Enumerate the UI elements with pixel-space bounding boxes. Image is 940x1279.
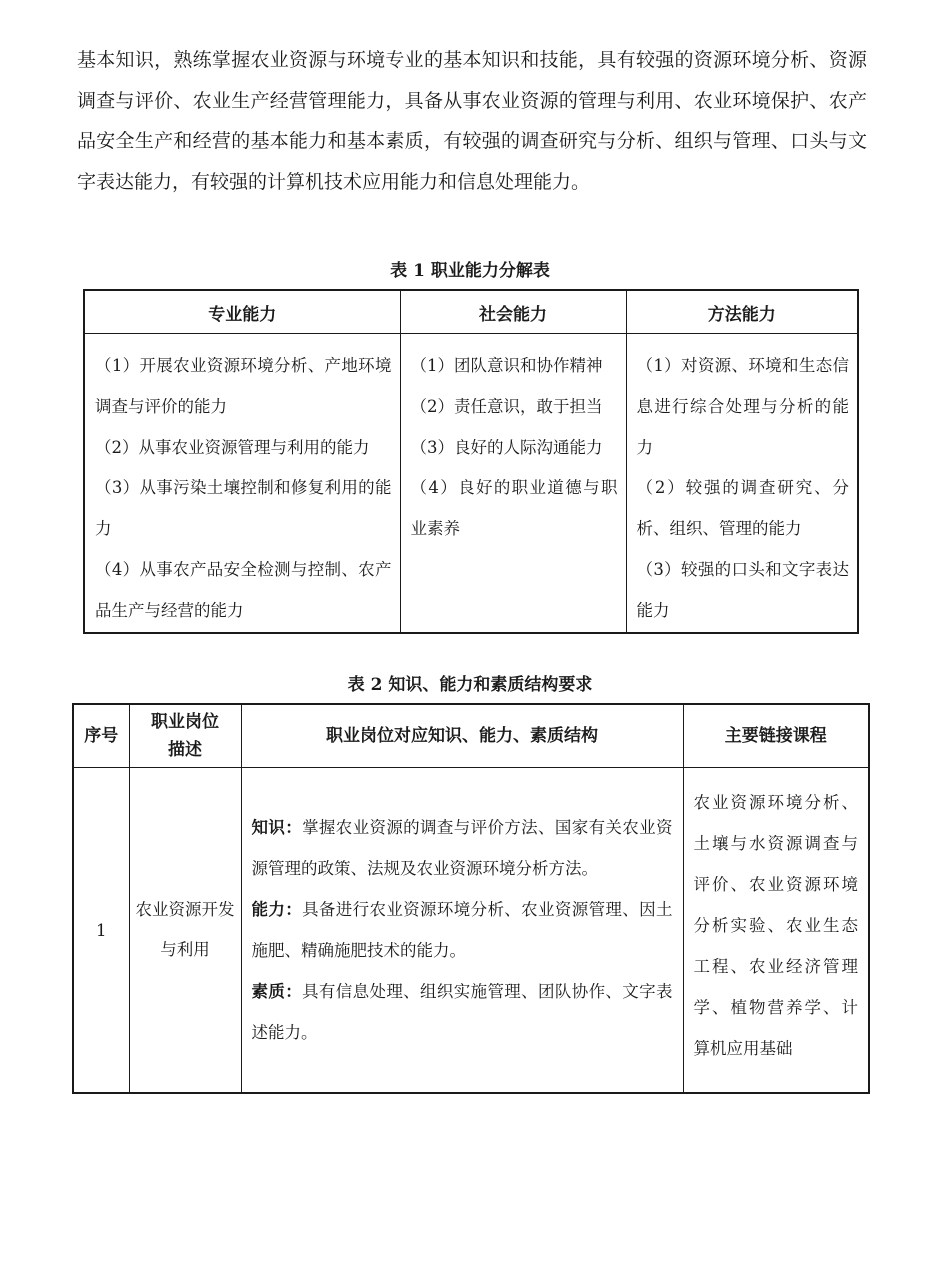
post-cell: 农业资源开发与利用 (129, 768, 241, 1094)
header-post-line1: 职业岗位 (151, 712, 219, 732)
header-post-line2: 描述 (168, 740, 202, 760)
table1-caption: 表 1 职业能力分解表 (390, 261, 550, 281)
knowledge-text: 掌握农业资源的调查与评价方法、国家有关农业资源管理的政策、法规及农业资源环境分析方法。 (251, 818, 673, 878)
list-item: （3）从事污染土壤控制和修复利用的能力 (95, 478, 392, 539)
table1-header-row (84, 290, 858, 334)
social-ability-cell (400, 334, 626, 634)
ability-paragraph (252, 889, 673, 971)
header-post (129, 704, 241, 768)
intro-paragraph: 基本知识，熟练掌握农业资源与环境专业的基本知识和技能，具有较强的资源环境分析、资源调查与评价、农业生产经营管理能力，具备从事农业资源的管理与利用、农业环境保护、农产品安全生产和经营的基本能力和基本素质，有较强的调查研究与分析、组织与管理、口头与文字表达能力，有较强的计算机技术应用能力和信息处理能力。 (77, 49, 867, 193)
professional-ability-cell (84, 334, 400, 634)
quality-text: 具有信息处理、组织实施管理、团队协作、文字表述能力。 (251, 982, 673, 1042)
list-item: （3）较强的口头和文字表达能力 (636, 559, 849, 620)
knowledge-paragraph (252, 807, 673, 889)
ability-text: 具备进行农业资源环境分析、农业资源管理、因土施肥、精确施肥技术的能力。 (251, 900, 673, 960)
header-seq: 序号 (73, 704, 129, 768)
list-item: （2）从事农业资源管理与利用的能力 (95, 437, 370, 457)
list-item: （1）开展农业资源环境分析、产地环境调查与评价的能力 (95, 356, 392, 416)
method-ability-cell (626, 334, 858, 634)
seq-cell: 1 (73, 768, 129, 1094)
quality-label: 素质： (251, 982, 303, 1001)
list-item: （2）较强的调查研究、分析、组织、管理的能力 (636, 478, 849, 539)
list-item: （1）团队意识和协作精神 (410, 356, 603, 375)
courses-cell: 农业资源环境分析、土壤与水资源调查与评价、农业资源环境分析实验、农业生态工程、农业经济管理学、植物营养学、计算机应用基础 (683, 768, 869, 1094)
header-social-ability: 社会能力 (400, 290, 626, 334)
knowledge-structure-table (72, 703, 870, 1094)
vocational-ability-table (83, 289, 859, 634)
list-item: （3）良好的人际沟通能力 (410, 437, 603, 457)
header-professional-ability: 专业能力 (84, 290, 400, 334)
list-item: （4）良好的职业道德与职业素养 (410, 478, 618, 539)
list-item: （2）责任意识，敢于担当 (410, 396, 603, 416)
list-item: （4）从事农产品安全检测与控制、农产品生产与经营的能力 (95, 559, 392, 620)
table-row (73, 768, 869, 1094)
header-courses: 主要链接课程 (683, 704, 869, 768)
knowledge-label: 知识： (251, 818, 303, 837)
list-item: （1）对资源、环境和生态信息进行综合处理与分析的能力 (636, 356, 849, 457)
header-structure: 职业岗位对应知识、能力、素质结构 (241, 704, 683, 768)
quality-paragraph (252, 971, 673, 1053)
table2-caption: 表 2 知识、能力和素质结构要求 (347, 675, 593, 695)
ability-label: 能力： (251, 900, 303, 919)
header-method-ability: 方法能力 (626, 290, 858, 334)
table2-header-row (73, 704, 869, 768)
table1-body-row (84, 334, 858, 634)
structure-cell (241, 768, 683, 1094)
